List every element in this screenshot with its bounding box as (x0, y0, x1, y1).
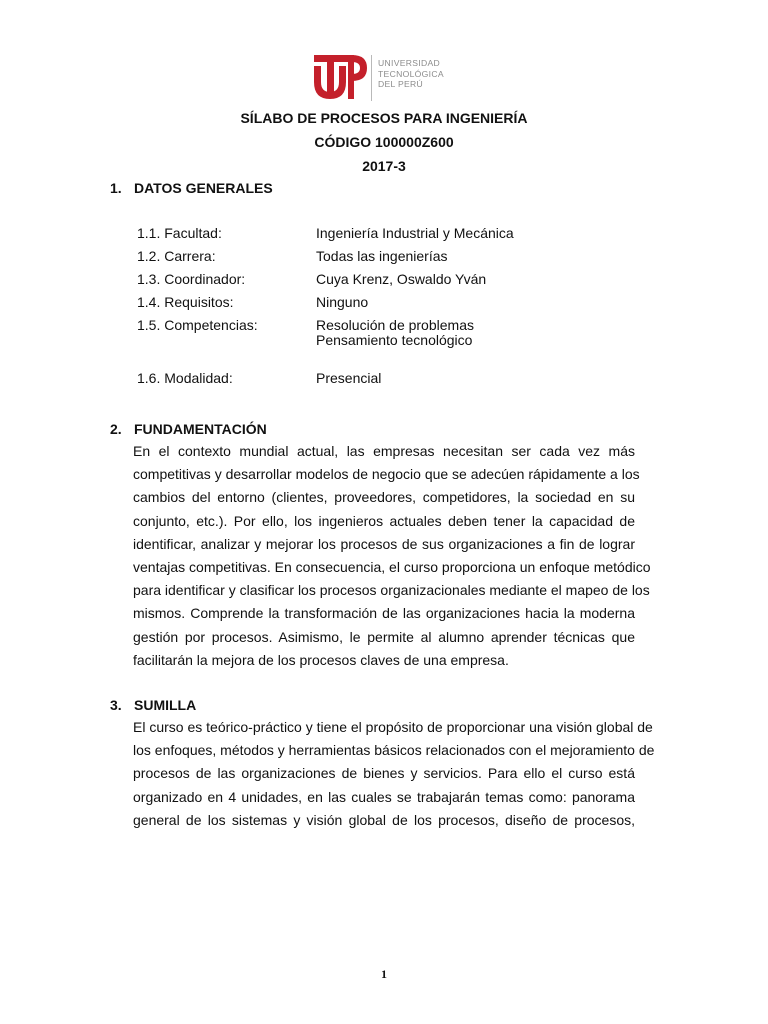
info-label: 1.1. Facultad: (137, 225, 222, 241)
paragraph-line: los enfoques, métodos y herramientas básicos relacionados con el mejoramiento de (133, 742, 655, 759)
logo-wordmark (378, 58, 444, 90)
info-value: Pensamiento tecnológico (316, 332, 473, 348)
info-label: 1.3. Coordinador: (137, 271, 246, 287)
paragraph-line: conjunto, etc.). Por ello, los ingenieros actuales deben tener la capacidad de (133, 512, 635, 529)
paragraph-line: En el contexto mundial actual, las empresas necesitan ser cada vez más (133, 443, 635, 459)
info-label: 1.2. Carrera: (137, 248, 216, 264)
course-code: CÓDIGO 100000Z600 (314, 134, 454, 150)
utp-logo (312, 52, 462, 104)
utp-logo-mark (312, 52, 370, 102)
logo-line: UNIVERSIDAD (378, 58, 441, 68)
info-value: Ninguno (316, 294, 369, 310)
logo-separator (371, 55, 372, 101)
section-number: 3. (110, 697, 122, 713)
info-label: 1.4. Requisitos: (137, 294, 234, 310)
info-value: Todas las ingenierías (316, 248, 448, 264)
paragraph-line: ventajas competitivas. En consecuencia, el curso proporciona un enfoque metódico (133, 558, 651, 575)
paragraph-line: cambios del entorno (clientes, proveedores, competidores, la sociedad en su (133, 489, 635, 506)
paragraph-line: procesos de las organizaciones de bienes y servicios. Para ello el curso está (133, 765, 635, 782)
info-value: Cuya Krenz, Oswaldo Yván (316, 271, 487, 287)
paragraph-line: general de los sistemas y visión global de los procesos, diseño de procesos, (133, 811, 635, 828)
info-value: Ingeniería Industrial y Mecánica (316, 225, 514, 241)
info-value: Presencial (316, 370, 382, 386)
paragraph-line: organizado en 4 unidades, en las cuales se trabajarán temas como: panorama (133, 788, 635, 805)
logo-line: TECNOLÓGICA (378, 68, 444, 79)
paragraph-line: facilitarán la mejora de los procesos claves de una empresa. (133, 651, 509, 668)
sumilla-paragraph (133, 716, 655, 832)
section-number: 1. (110, 180, 122, 196)
logo-line: DEL PERÚ (378, 79, 424, 89)
term: 2017-3 (362, 158, 406, 174)
section-number: 2. (110, 421, 122, 437)
page-number: 1 (381, 967, 387, 981)
section-heading-sumilla (110, 696, 196, 714)
paragraph-line: competitivas y desarrollar modelos de negocio que se adecúen rápidamente a los (133, 466, 640, 483)
fundamentacion-paragraph (133, 440, 651, 672)
section-heading-datos-generales (110, 179, 273, 197)
info-value: Resolución de problemas (316, 317, 474, 333)
paragraph-line: mismos. Comprende la transformación de las organizaciones hacia la moderna (133, 605, 635, 622)
paragraph-line: El curso es teórico-práctico y tiene el propósito de proporcionar una visión global de (133, 719, 653, 735)
document-title: SÍLABO DE PROCESOS PARA INGENIERÍA (240, 110, 528, 126)
info-label: 1.6. Modalidad: (137, 370, 233, 386)
section-title: DATOS GENERALES (134, 180, 273, 196)
section-title: FUNDAMENTACIÓN (134, 421, 267, 437)
paragraph-line: gestión por procesos. Asimismo, le permite al alumno aprender técnicas que (133, 628, 635, 645)
paragraph-line: identificar, analizar y mejorar los procesos de sus organizaciones a fin de lograr (133, 535, 635, 552)
paragraph-line: para identificar y clasificar los procesos organizacionales mediante el mapeo de los (133, 582, 650, 599)
info-label: 1.5. Competencias: (137, 317, 258, 333)
section-title: SUMILLA (134, 697, 197, 713)
section-heading-fundamentacion (110, 420, 267, 438)
